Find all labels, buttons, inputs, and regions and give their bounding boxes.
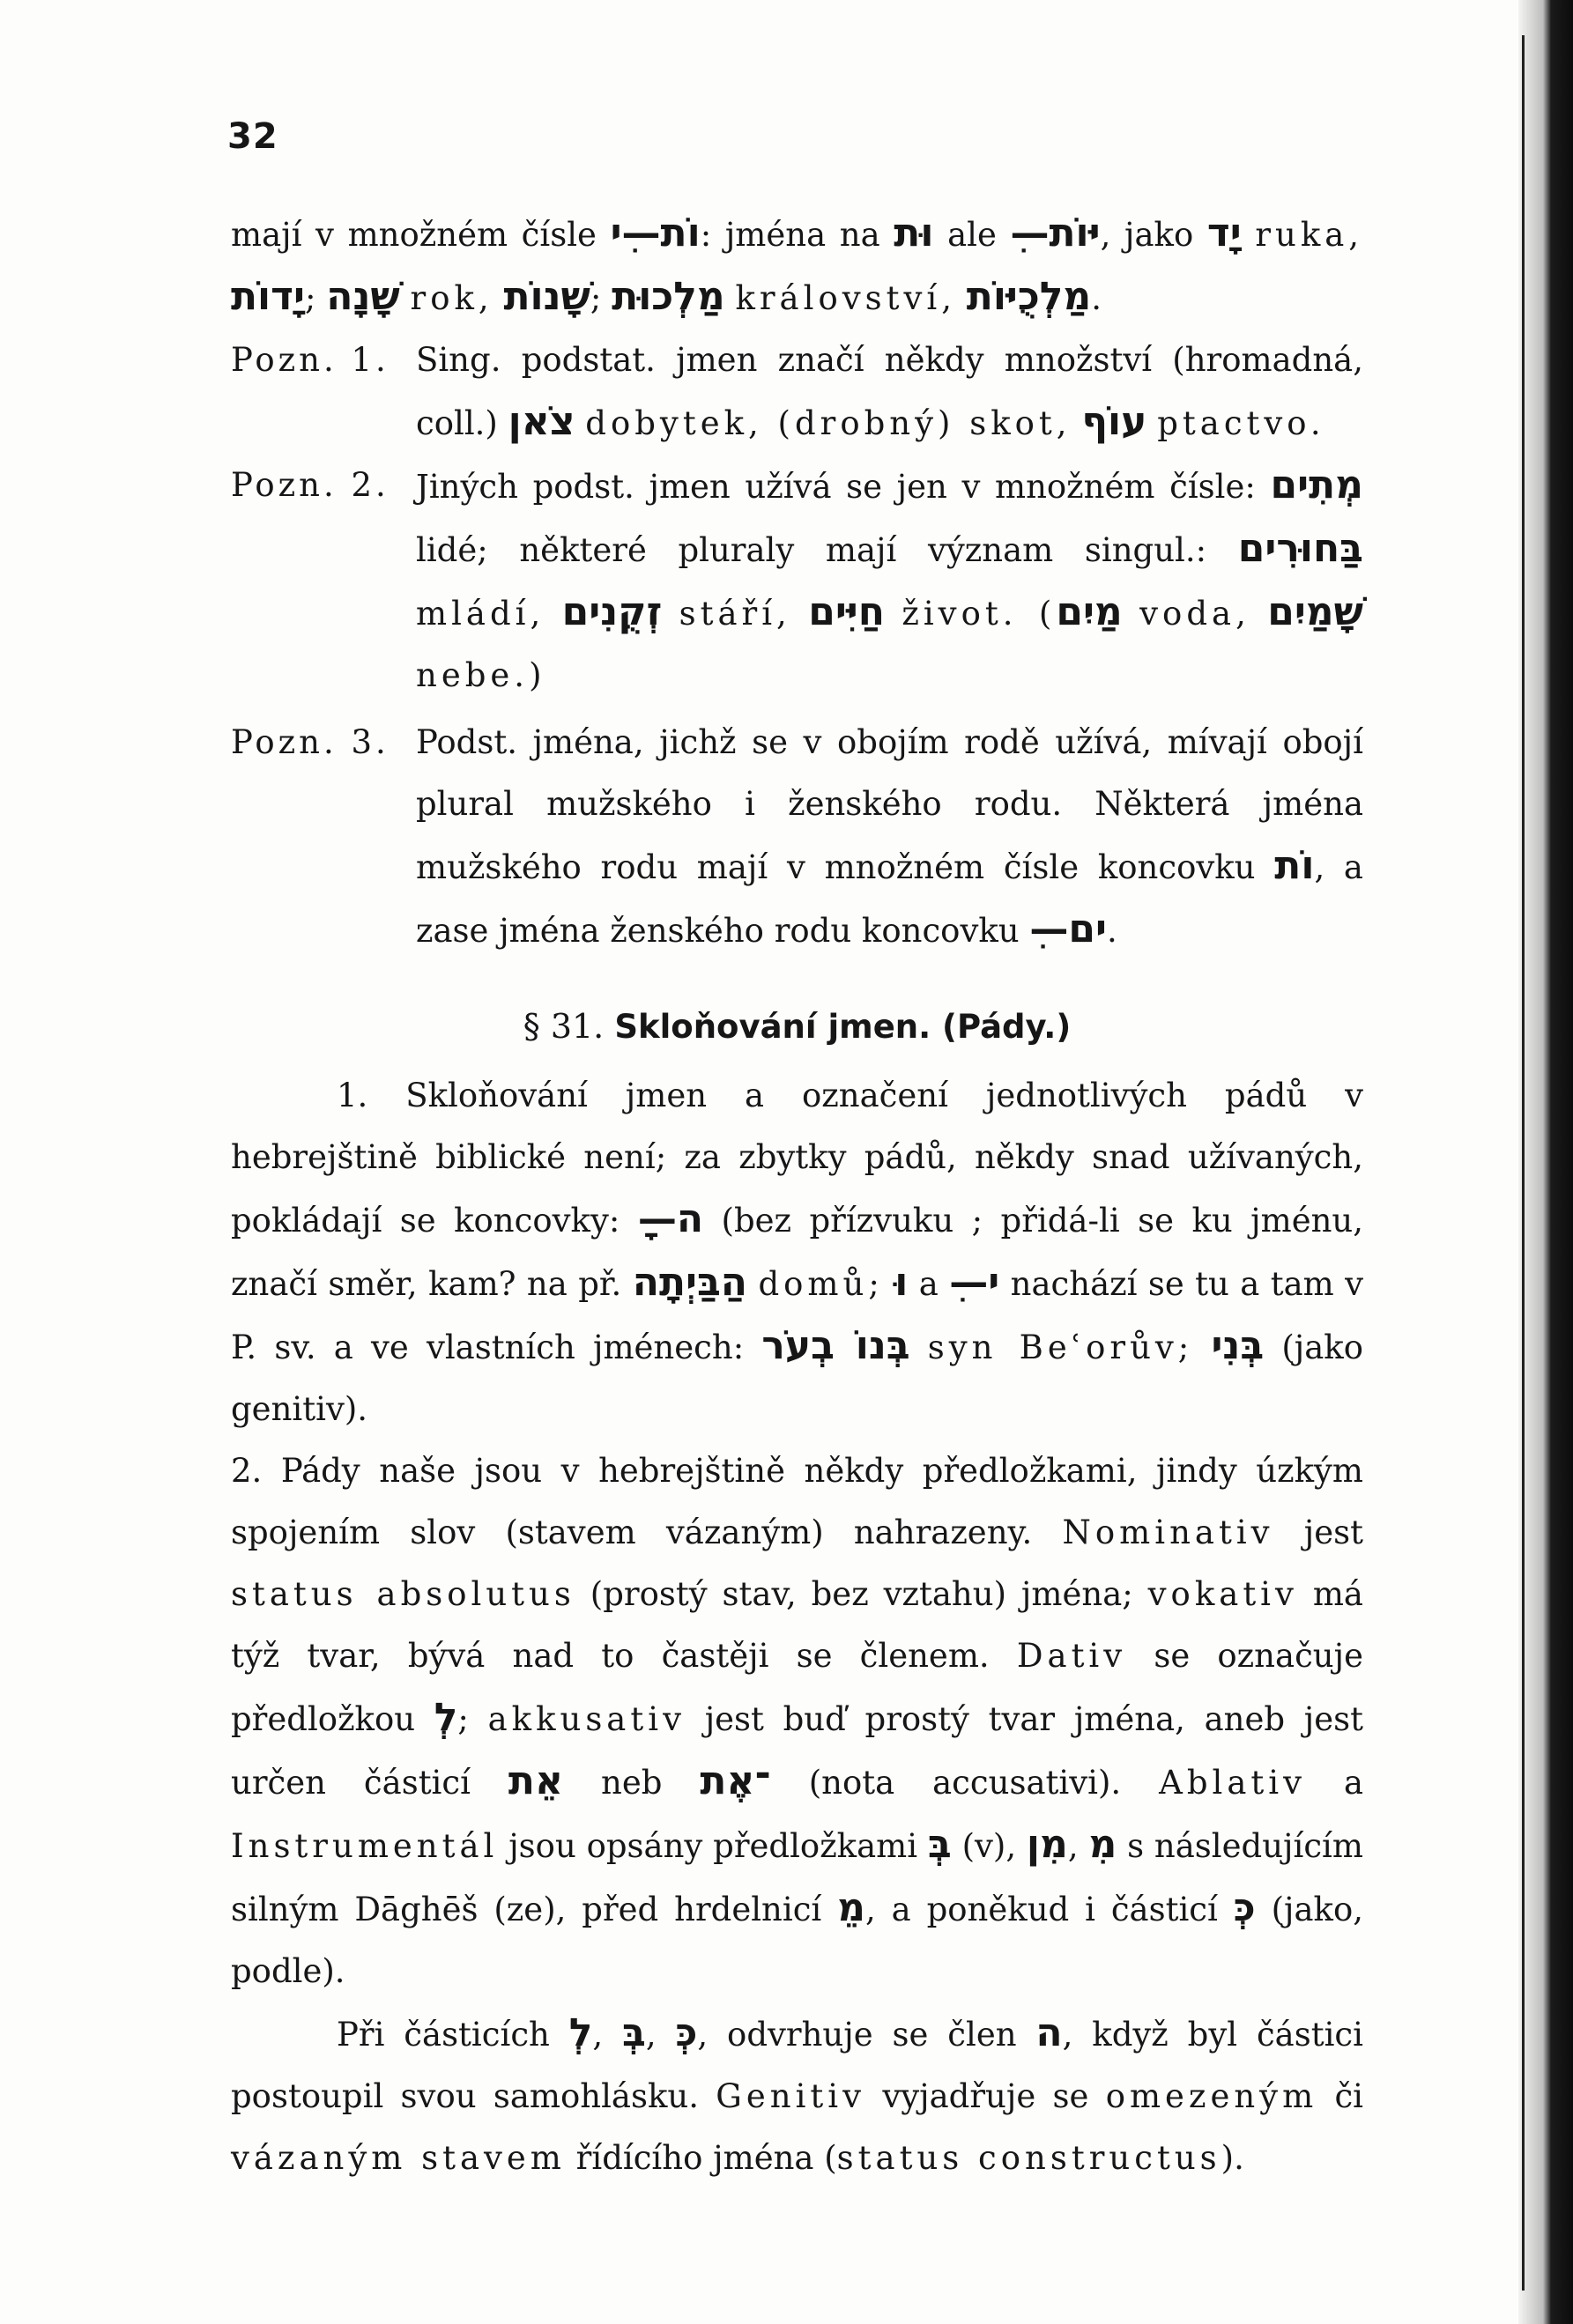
hebrew-word: זְקֻנִים xyxy=(561,589,663,634)
hebrew-word: בְּנוֹ בְעֹר xyxy=(761,1323,910,1368)
hebrew-word: בְּ xyxy=(927,1822,952,1867)
hebrew-word: הַבַּיְתָה xyxy=(632,1260,748,1305)
note-1 xyxy=(231,329,1363,455)
hebrew-word: וּ xyxy=(894,1260,909,1305)
note-body: Jiných podst. jmen užívá se jen v množném čísle: מְתִים lidé; některé pluraly mají význam singul.: בַּחוּרִים mládí, זְקֻנִים stáří, חַיִּים život. (מַיִם voda, שָׁמַיִם nebe.) xyxy=(416,463,1364,694)
hebrew-word: בְּ xyxy=(622,2010,646,2055)
hebrew-word: צֹאן xyxy=(508,399,575,444)
hebrew-word: מֵ xyxy=(837,1885,865,1930)
hebrew-word: שָׁנָה xyxy=(326,274,400,319)
hebrew-word: יּוֹת—ִ xyxy=(1010,211,1101,255)
hebrew-word: וּת xyxy=(894,211,934,255)
hebrew-word: יָדוֹת xyxy=(231,274,305,319)
hebrew-word: שָׁמַיִם xyxy=(1267,589,1364,634)
hebrew-word: מְתִים xyxy=(1270,463,1363,507)
page-binding-edge xyxy=(1518,0,1573,2324)
paragraph-1: 1. Skloňování jmen a označení jednotlivých pádů v hebrejštině biblické není; za zbytky pádů, někdy snad užívaných, pokládají se koncovky: ה—ָ (bez přízvuku ; přidá-li se ku jménu, značí směr, kam? na př. הַבַּיְתָה domů; וּ a י—ִ nachází se tu a tam v P. sv. a ve vlastních jménech: בְּנוֹ בְעֹר syn Beʿorův; בְּנִי (jako genitiv). xyxy=(231,1077,1364,1428)
hebrew-word: מַלְכֻיּוֹת xyxy=(966,274,1092,319)
hebrew-word: חַיִּים xyxy=(808,589,885,634)
hebrew-word: ־אֶת xyxy=(700,1758,771,1803)
hebrew-word: מַיִם xyxy=(1056,589,1123,634)
section-heading xyxy=(231,995,1363,1058)
hebrew-word: וֹת—ִי xyxy=(610,211,701,255)
hebrew-word: ה—ָ xyxy=(637,1196,704,1241)
hebrew-word: אֵת xyxy=(508,1758,564,1803)
hebrew-word: מִ xyxy=(1088,1822,1117,1867)
note-label: Pozn. 3. xyxy=(231,723,390,761)
hebrew-word: שָׁנוֹת xyxy=(503,274,590,319)
note-3 xyxy=(231,712,1363,962)
hebrew-word: ה xyxy=(1035,2010,1063,2055)
hebrew-word: מַלְכוּת xyxy=(612,274,725,319)
hebrew-word: יָד xyxy=(1206,211,1242,255)
note-body: Sing. podstat. jmen značí někdy množství (hromadná, coll.) צֹאן dobytek, (drobný) skot, עוֹף ptactvo. xyxy=(416,341,1363,444)
note-body: Podst. jména, jichž se v obojím rodě užívá, mívají obojí plural mužského i ženského rodu. Některá jména mužského rodu mají v množném čísle koncovku וֹת, a zase jména ženského rodu koncovku ים—ִ. xyxy=(416,723,1363,951)
section-title: Skloňování jmen. (Pády.) xyxy=(614,1008,1072,1046)
page-number: 32 xyxy=(227,116,278,157)
hebrew-word: בַּחוּרִים xyxy=(1237,526,1364,571)
hebrew-word: כְּ xyxy=(675,2010,698,2055)
note-label: Pozn. 1. xyxy=(231,341,390,379)
hebrew-word: עוֹף xyxy=(1081,399,1147,444)
hebrew-word: מִן xyxy=(1026,1822,1068,1867)
paragraph-3: Při částicích לְ, בְּ, כְּ, odvrhuje se člen ה, když byl částici postoupil svou samohlásku. Genitiv vyjadřuje se omezeným či vázaným stavem řídícího jména (status constructus). xyxy=(231,2010,1364,2177)
page-content xyxy=(231,203,1363,2189)
note-label: Pozn. 2. xyxy=(231,466,390,504)
hebrew-word: בְּנִי xyxy=(1211,1323,1265,1368)
hebrew-word: כְּ xyxy=(1233,1885,1256,1930)
section-sign: § 31. xyxy=(523,1007,605,1046)
hebrew-word: לְ xyxy=(568,2010,593,2055)
note-2 xyxy=(231,455,1363,707)
hebrew-word: לְ xyxy=(434,1695,458,1740)
page-edge-line xyxy=(1522,35,1525,2291)
hebrew-word: ים—ִ xyxy=(1029,907,1107,951)
paragraph-2: 2. Pády naše jsou v hebrejštině někdy předložkami, jindy úzkým spojením slov (stavem vázaným) nahrazeny. Nominativ jest status absolutus (prostý stav, bez vztahu) jména; vokativ má týž tvar, bývá nad to častěji se členem. Dativ se označuje předložkou לְ; akkusativ jest buď prostý tvar jména, aneb jest určen částicí אֵת neb ־אֶת (nota accusativi). Ablativ a Instrumentál jsou opsány předložkami בְּ (v), מִן, מִ s následujícím silným Dāghēš (ze), před hrdelnicí מֵ, a poněkud i částicí כְּ (jako, podle). xyxy=(231,1452,1364,1990)
intro-paragraph: mají v množném čísle וֹת—ִי: jména na וּת ale יּוֹת—ִ, jako יָד ruka, יָדוֹת; שָׁנָה rok, שָׁנוֹת; מַלְכוּת království, מַלְכֻיּוֹת. xyxy=(231,211,1364,319)
hebrew-word: וֹת xyxy=(1274,843,1315,888)
hebrew-word: י—ִ xyxy=(949,1260,1000,1305)
